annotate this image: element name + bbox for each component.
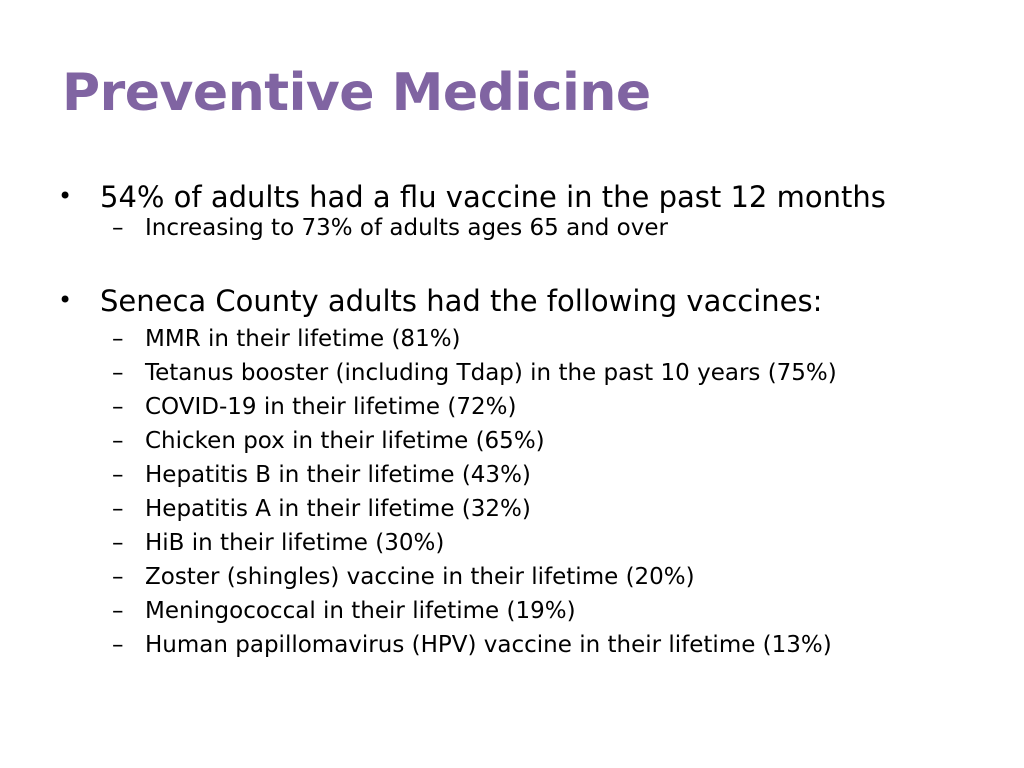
sub-bullet-text: MMR in their lifetime (81%) [145,326,461,352]
bullet-county-vaccines [58,282,822,319]
flu-sub-list [112,211,668,245]
dash-icon: – [112,326,124,352]
bullet-dot-icon: • [58,182,73,210]
sub-bullet-text: Human papillomavirus (HPV) vaccine in their lifetime (13%) [145,632,832,658]
dash-icon: – [112,496,124,522]
dash-icon: – [112,564,124,590]
sub-bullet [112,526,837,560]
sub-bullet [112,390,837,424]
sub-bullet-text: Chicken pox in their lifetime (65%) [145,428,545,454]
sub-bullet [112,211,668,245]
dash-icon: – [112,632,124,658]
vaccine-sub-list [112,322,837,662]
sub-bullet-text: HiB in their lifetime (30%) [145,530,445,556]
sub-bullet [112,594,837,628]
sub-bullet-text: Increasing to 73% of adults ages 65 and over [145,215,668,241]
sub-bullet-text: Tetanus booster (including Tdap) in the past 10 years (75%) [145,360,837,386]
sub-bullet-text: Hepatitis A in their lifetime (32%) [145,496,531,522]
sub-bullet-text: Zoster (shingles) vaccine in their lifetime (20%) [145,564,695,590]
sub-bullet [112,628,837,662]
sub-bullet [112,356,837,390]
dash-icon: – [112,530,124,556]
bullet-text: Seneca County adults had the following vaccines: [100,284,823,318]
sub-bullet [112,560,837,594]
bullet-dot-icon: • [58,286,73,314]
dash-icon: – [112,394,124,420]
sub-bullet [112,424,837,458]
sub-bullet-text: COVID-19 in their lifetime (72%) [145,394,517,420]
dash-icon: – [112,215,124,241]
dash-icon: – [112,428,124,454]
sub-bullet-text: Hepatitis B in their lifetime (43%) [145,462,531,488]
slide-title: Preventive Medicine [62,63,651,123]
sub-bullet-text: Meningococcal in their lifetime (19%) [145,598,576,624]
sub-bullet [112,492,837,526]
sub-bullet [112,458,837,492]
sub-bullet [112,322,837,356]
dash-icon: – [112,462,124,488]
bullet-text: 54% of adults had a flu vaccine in the past 12 months [100,180,886,214]
dash-icon: – [112,598,124,624]
dash-icon: – [112,360,124,386]
bullet-flu-vaccine [58,178,886,215]
